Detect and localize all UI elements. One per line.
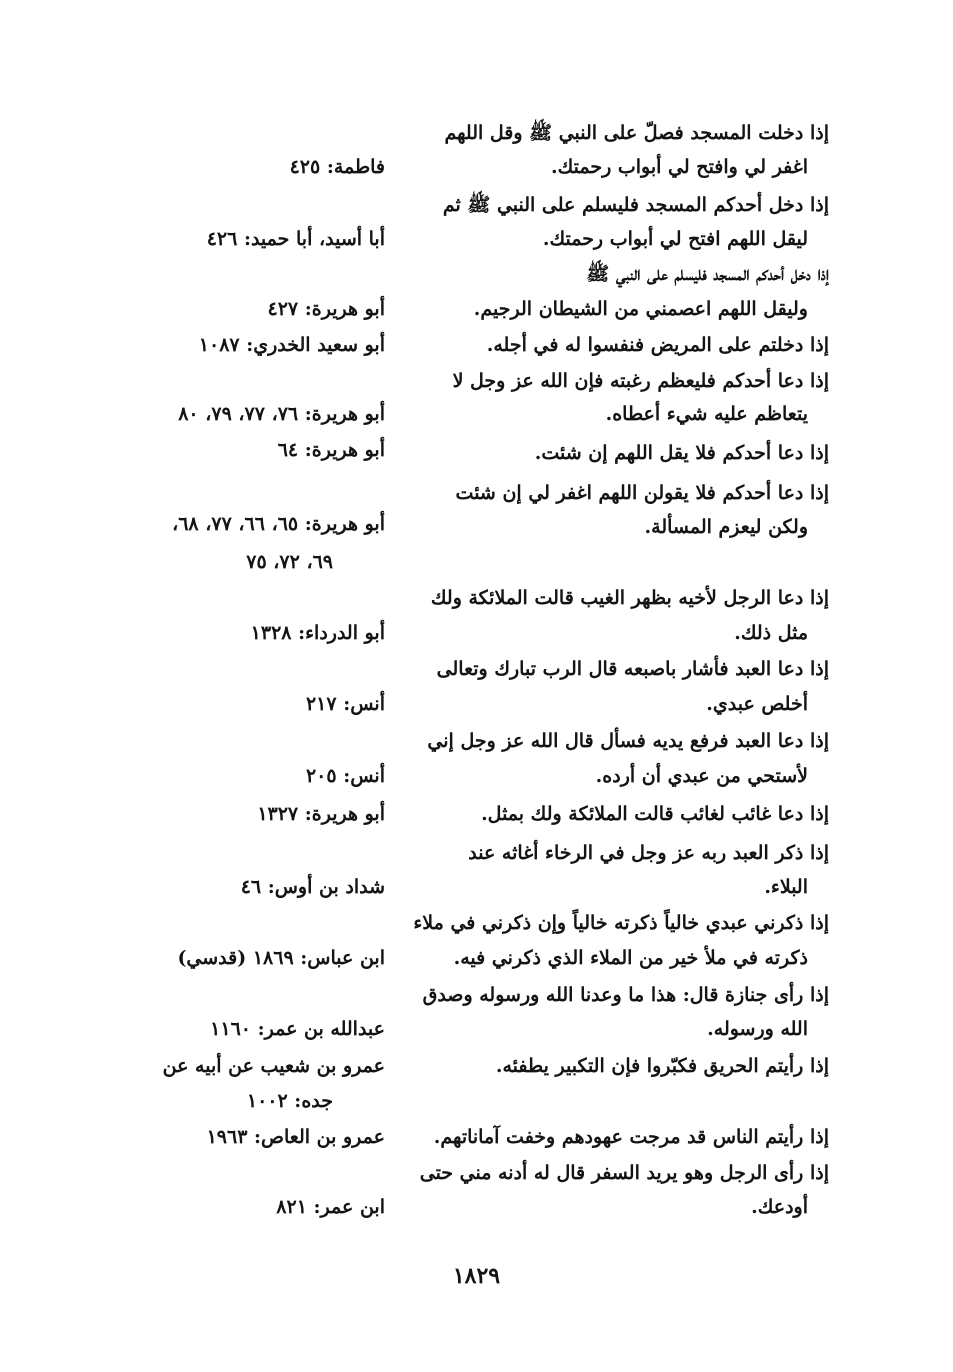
narrator-reference: أبو هريرة: ٧٦، ٧٧، ٧٩، ٨٠ — [178, 403, 385, 425]
hadith-text-line: لأستحي من عبدي أن أرده. — [595, 765, 808, 787]
narrator-reference: شداد بن أوس: ٤٦ — [240, 876, 385, 898]
hadith-text-line: مثل ذلك. — [734, 622, 808, 644]
narrator-reference: جده: ١٠٠٢ — [246, 1090, 333, 1112]
hadith-text-line: إذا دعا أحدكم فلا يقولن اللهم اغفر لي إن شئت — [455, 482, 829, 504]
hadith-text-line: إذا رأى جنازة قال: هذا ما وعدنا الله ورسوله وصدق — [422, 984, 829, 1006]
narrator-reference: ابن عمر: ٨٢١ — [276, 1196, 385, 1218]
hadith-text-line: أخلص عبدي. — [706, 693, 808, 715]
narrator-reference: أبو الدرداء: ١٣٢٨ — [250, 622, 385, 644]
narrator-reference: أبو سعيد الخدري: ١٠٨٧ — [198, 334, 385, 356]
narrator-reference: أبو هريرة: ١٣٢٧ — [257, 803, 385, 825]
narrator-reference: فاطمة: ٤٢٥ — [289, 156, 385, 178]
hadith-text-line: إذا دعا غائب لغائب قالت الملائكة ولك بمثل. — [481, 803, 829, 825]
narrator-reference: أبا أسيد، أبا حميد: ٤٢٦ — [206, 228, 385, 250]
hadith-text-line: أودعك. — [751, 1196, 808, 1218]
narrator-reference: أبو هريرة: ٦٤ — [277, 439, 385, 461]
hadith-text-line: إذا دعا الرجل لأخيه بظهر الغيب قالت الملائكة ولك — [430, 587, 829, 609]
hadith-text-line: الله ورسوله. — [707, 1018, 808, 1040]
narrator-reference: ابن عباس: ١٨٦٩ (قدسي) — [177, 947, 385, 969]
hadith-text-line: إذا دعا العبد فأشار باصبعه قال الرب تبارك وتعالى — [436, 658, 829, 680]
hadith-text-line: إذا دخل أحدكم المسجد فليسلم على النبي ﷺ ثم — [442, 194, 829, 216]
hadith-text-line: إذا رأيتم الحريق فكبّروا فإن التكبير يطفئه. — [495, 1055, 829, 1077]
narrator-reference: أبو هريرة: ٤٢٧ — [267, 298, 385, 320]
hadith-text-line: إذا رأيتم الناس قد مرجت عهودهم وخفت آماناتهم. — [433, 1126, 829, 1148]
hadith-text-line: ليقل اللهم افتح لي أبواب رحمتك. — [542, 228, 808, 250]
hadith-text-line: إذا دخل أحدكم المسجد فليسلم على النبي ﷺ — [586, 263, 829, 285]
hadith-text-line: إذا ذكر العبد ربه عز وجل في الرخاء أغاثه عند — [468, 842, 829, 864]
hadith-text-line: ولكن ليعزم المسألة. — [644, 516, 808, 538]
narrator-reference: ٦٩، ٧٢، ٧٥ — [246, 551, 333, 573]
narrator-reference: أنس: ٢١٧ — [305, 693, 385, 715]
narrator-reference: عمرو بن العاص: ١٩٦٣ — [206, 1126, 385, 1148]
hadith-text-line: إذا دخلت المسجد فصلّ على النبي ﷺ وقل اللهم — [444, 122, 829, 144]
narrator-reference: عمرو بن شعيب عن أبيه عن — [162, 1055, 385, 1077]
narrator-reference: عبدالله بن عمر: ١١٦٠ — [210, 1018, 385, 1040]
hadith-text-line: إذا دخلتم على المريض فنفسوا له في أجله. — [486, 334, 829, 356]
hadith-text-line: إذا دعا أحدكم فليعظم رغبته فإن الله عز وجل لا — [452, 370, 829, 392]
hadith-text-line: إذا ذكرني عبدي خالياً ذكرته خالياً وإن ذكرني في ملاء — [413, 912, 829, 934]
hadith-text-line: اغفر لي وافتح لي أبواب رحمتك. — [551, 156, 808, 178]
narrator-reference: أنس: ٢٠٥ — [305, 765, 385, 787]
narrator-reference: أبو هريرة: ٦٥، ٦٦، ٧٧، ٦٨، — [172, 513, 385, 535]
hadith-text-line: البلاء. — [764, 876, 808, 898]
hadith-text-line: ذكرته في ملأ خير من الملاء الذي ذكرني فيه. — [453, 947, 808, 969]
hadith-text-line: وليقل اللهم اعصمني من الشيطان الرجيم. — [473, 298, 808, 320]
hadith-text-line: يتعاظم عليه شيء أعطاه. — [605, 403, 808, 425]
page-number: ١٨٢٩ — [452, 1263, 501, 1289]
hadith-text-line: إذا دعا العبد فرفع يديه فسأل قال الله عز وجل إني — [427, 730, 829, 752]
hadith-text-line: إذا دعا أحدكم فلا يقل اللهم إن شئت. — [534, 442, 829, 464]
hadith-text-line: إذا رأى الرجل وهو يريد السفر قال له أدنه مني حتى — [419, 1162, 829, 1184]
